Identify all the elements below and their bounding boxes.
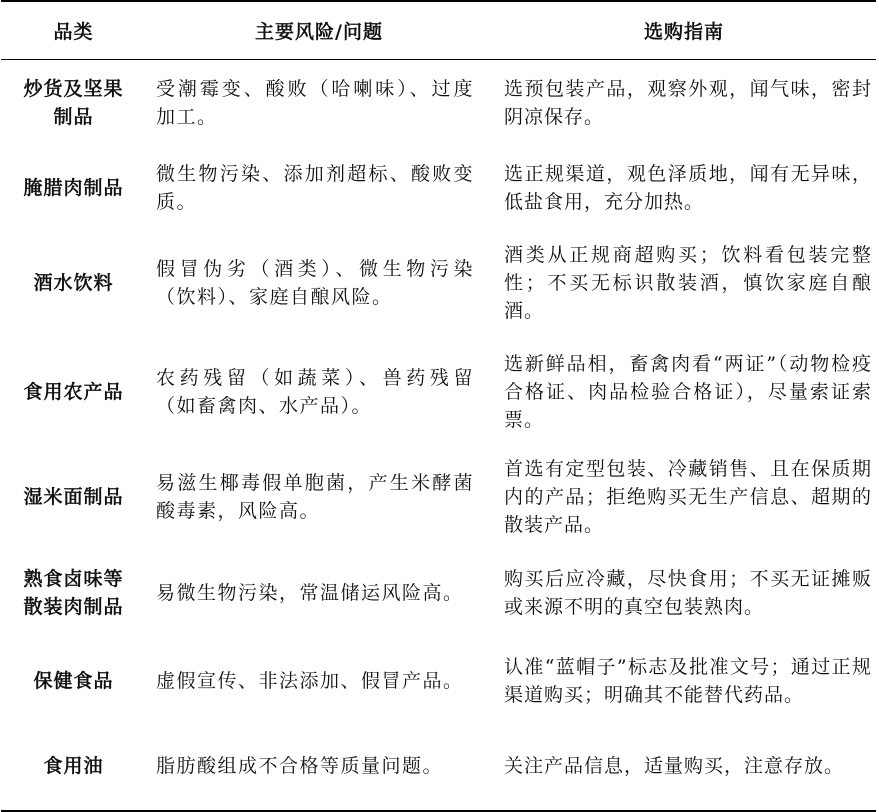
guide-cell: 选正规渠道，观色泽质地，闻有无异味，低盐食用，充分加热。 [504, 163, 872, 213]
guide-cell: 选预包装产品，观察外观，闻气味，密封阴凉保存。 [504, 78, 872, 129]
table-row [1, 448, 876, 546]
risk-cell: 微生物污染、添加剂超标、酸败变质。 [156, 163, 474, 213]
risk-cell: 脂肪酸组成不合格等质量问题。 [146, 722, 492, 811]
table-row [1, 59, 876, 147]
category-cell: 保健食品 [33, 670, 114, 692]
guide-cell: 酒类从正规商超购买；饮料看包装完整性；不买无标识散装酒，慎饮家庭自酿酒。 [504, 243, 872, 322]
header-guide: 选购指南 [492, 1, 876, 59]
table-row [1, 336, 876, 448]
category-cell: 酒水饮料 [33, 271, 114, 294]
risk-cell: 易滋生椰毒假单胞菌，产生米酵菌酸毒素，风险高。 [156, 472, 474, 522]
risk-cell: 受潮霉变、酸败（哈喇味）、过度加工。 [156, 78, 474, 129]
guide-cell: 认准“蓝帽子”标志及批准文号；通过正规渠道购买；明确其不能替代药品。 [504, 656, 872, 706]
risk-cell: 假冒伪劣（酒类）、微生物污染（饮料）、家庭自酿风险。 [156, 257, 474, 308]
table-row [1, 546, 876, 640]
risk-cell: 虚假宣传、非法添加、假冒产品。 [156, 670, 464, 692]
guide-cell: 选新鲜品相，畜禽肉看“两证”（动物检疫合格证、肉品检验合格证），尽量索证索票。 [504, 353, 872, 431]
guide-cell: 关注产品信息，适量购买，注意存放。 [492, 722, 876, 811]
header-category: 品类 [1, 1, 146, 59]
category-cell: 食用农产品 [23, 381, 124, 403]
guide-cell: 首选有定型包装、冷藏销售、且在保质期内的产品；拒绝购买无生产信息、超期的散装产品。 [504, 458, 872, 536]
category-cell: 炒货及坚果制品 [23, 78, 124, 129]
food-safety-table [1, 0, 876, 812]
category-cell: 食用油 [1, 722, 146, 811]
table-row [1, 229, 876, 336]
table-row [1, 640, 876, 722]
category-cell: 湿米面制品 [23, 486, 124, 508]
risk-cell: 易微生物污染，常温储运风险高。 [156, 582, 464, 604]
header-row [1, 1, 876, 59]
header-risk: 主要风险/问题 [146, 1, 492, 59]
table-row [1, 147, 876, 229]
category-cell: 熟食卤味等散装肉制品 [23, 568, 124, 618]
guide-cell: 购买后应冷藏，尽快食用；不买无证摊贩或来源不明的真空包装熟肉。 [504, 568, 872, 618]
table-row [1, 722, 876, 811]
risk-cell: 农药残留（如蔬菜）、兽药残留（如畜禽肉、水产品）。 [156, 367, 474, 417]
category-cell: 腌腊肉制品 [23, 177, 124, 199]
